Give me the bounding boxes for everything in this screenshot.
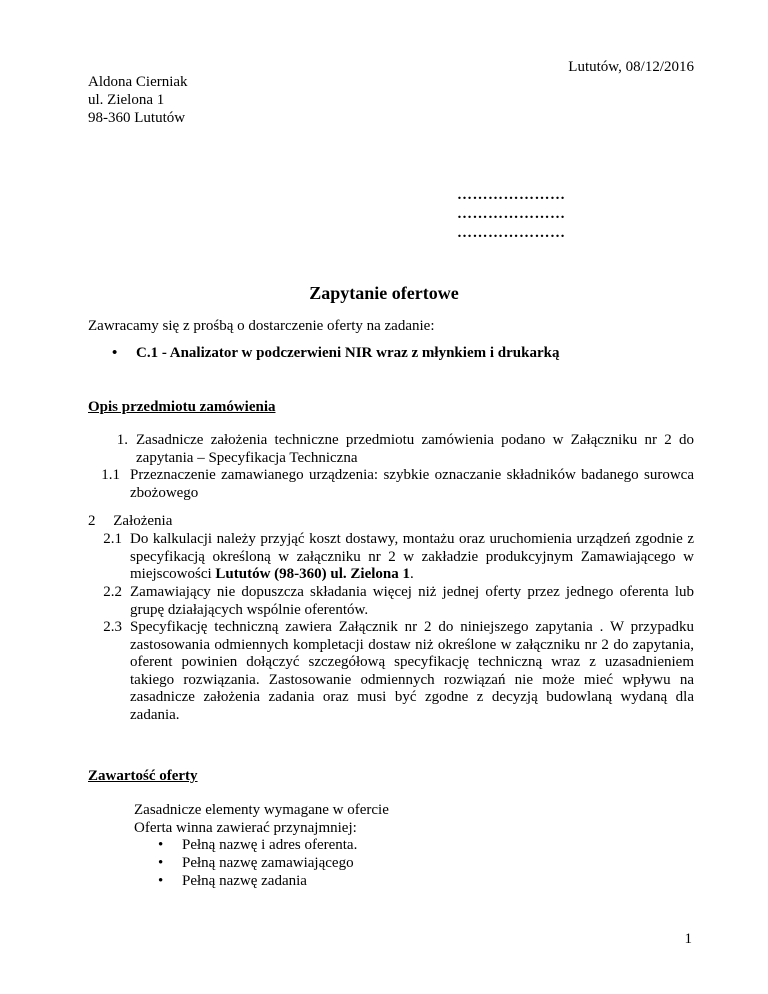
list-item-text: Pełną nazwę zadania <box>182 873 307 889</box>
section-heading-description: Opis przedmiotu zamówienia <box>88 399 276 415</box>
list-item-text: Pełną nazwę i adres oferenta. <box>182 837 358 853</box>
item-number: 1.1 <box>101 467 120 483</box>
bullet-icon: • <box>158 855 164 871</box>
letter-date: Lututów, 08/12/2016 <box>568 59 694 75</box>
sender-address <box>88 74 188 128</box>
placeholder-line: ………………… <box>457 206 566 222</box>
list-item <box>88 619 694 724</box>
section-heading-offer-content: Zawartość oferty <box>88 768 198 784</box>
placeholder-line: ………………… <box>457 187 566 203</box>
recipient-placeholder <box>457 187 566 244</box>
placeholder-line: ………………… <box>457 225 566 241</box>
bullet-icon: • <box>158 873 164 889</box>
location-bold: Lututów (98-360) ul. Zielona 1 <box>215 566 411 582</box>
list-item <box>158 855 357 873</box>
item-number: 2.2 <box>103 584 122 600</box>
item-text: Przeznaczenie zamawianego urządzenia: szybkie oznaczanie składników badanego surowca zbożowego <box>130 467 694 501</box>
section-title: Założenia <box>113 513 173 529</box>
item-number: 2.1 <box>103 531 122 547</box>
sender-name: Aldona Cierniak <box>88 74 188 90</box>
bullet-icon: • <box>112 345 118 361</box>
sender-city: 98-360 Lututów <box>88 110 186 126</box>
item-text: Zamawiający nie dopuszcza składania więcej niż jednej oferty przez jednego oferenta lub grupę działających wspólnie oferentów. <box>130 584 694 618</box>
item-number: 2.3 <box>103 619 122 635</box>
intro-text: Zawracamy się z prośbą o dostarczenie oferty na zadanie: <box>88 318 435 334</box>
list-item <box>88 531 694 584</box>
content-line: Zasadnicze elementy wymagane w ofercie <box>134 802 389 818</box>
page-number: 1 <box>684 930 692 947</box>
section-number: 2 <box>88 513 96 529</box>
list-item <box>88 467 694 502</box>
section-heading-assumptions <box>88 513 172 531</box>
task-item <box>112 345 559 363</box>
offer-content-lines <box>134 802 389 838</box>
bullet-icon: • <box>158 837 164 853</box>
list-item <box>158 837 357 855</box>
item-text: Specyfikację techniczną zawiera Załącznik nr 2 do niniejszego zapytania . W przypadku zastosowania odmiennych kompletacji dostaw niż określone w załączniku nr 2 do zapytania, oferent powinien dołączyć szczegółową specyfikację techniczną wraz z uzasadnieniem takiego rozwiązania. Zastosowanie odmiennych rozwiązań nie może mieć wpływu na zasadnicze założenia zadania oraz musi być zgodne z decyzją budowlaną wydaną dla zadania. <box>130 619 694 723</box>
item-number: 1. <box>116 432 128 448</box>
sender-street: ul. Zielona 1 <box>88 92 165 108</box>
task-item-text: C.1 - Analizator w podczerwieni NIR wraz z młynkiem i drukarką <box>136 345 560 361</box>
list-item-text: Pełną nazwę zamawiającego <box>182 855 354 871</box>
content-line: Oferta winna zawierać przynajmniej: <box>134 820 357 836</box>
list-item <box>106 432 694 467</box>
item-text-part: . <box>410 566 414 582</box>
item-text <box>130 531 694 584</box>
document-title: Zapytanie ofertowe <box>309 283 459 303</box>
list-item <box>158 873 357 891</box>
item-text: Zasadnicze założenia techniczne przedmiotu zamówienia podano w Załączniku nr 2 do zapytania – Specyfikacja Techniczna <box>136 432 694 466</box>
list-item <box>88 584 694 619</box>
item-text-part: Do kalkulacji należy przyjąć koszt dostawy, montażu oraz uruchomienia urządzeń zgodnie z specyfikacją określoną w załączniku nr 2 w zakładzie produkcyjnym Zamawiającego w miejscowości <box>130 531 694 582</box>
offer-requirements-list <box>158 837 357 891</box>
